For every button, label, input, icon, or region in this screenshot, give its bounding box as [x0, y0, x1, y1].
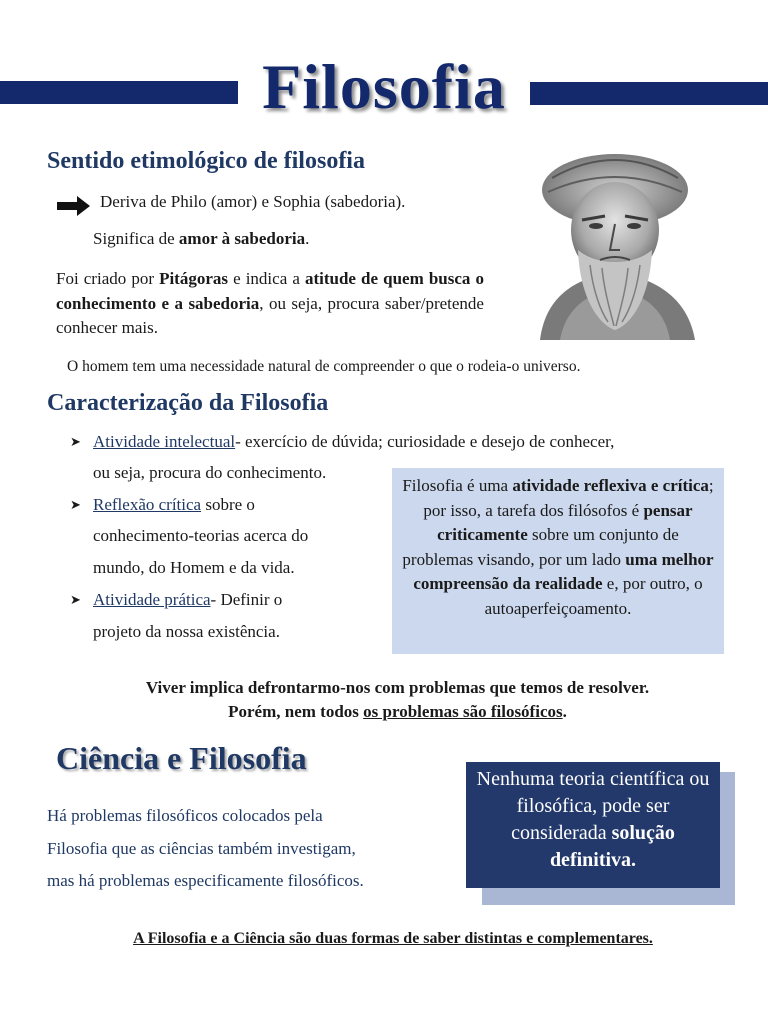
section-heading-etimologico: Sentido etimológico de filosofia [47, 148, 365, 174]
filosofia-definition-box: Filosofia é uma atividade reflexiva e crítica; por isso, a tarefa dos filósofos é pensar criticamente sobre um conjunto de problemas visando, por um lado uma melhor compreensão da realidade e, por outro, o autoaperfeiçoamento. [392, 468, 724, 654]
arrowhead-bullet-icon: ➤ [70, 435, 81, 450]
solucao-definitiva-box: Nenhuma teoria científica ou filosófica, pode ser considerada solução definitiva. [466, 762, 720, 888]
conclusion-statement: A Filosofia e a Ciência são duas formas de saber distintas e complementares. [133, 930, 653, 947]
section-heading-caracterizacao: Caracterização da Filosofia [47, 390, 329, 416]
bullet-atividade-pratica: Atividade prática- Definir o [93, 590, 283, 609]
section-heading-ciencia: Ciência e Filosofia [56, 740, 307, 776]
pitagoras-paragraph: Foi criado por Pitágoras e indica a atitude de quem busca o conhecimento e a sabedoria, ou seja, procura saber/pretende conhecer mais. [56, 269, 484, 337]
page-title: Filosofia [262, 51, 506, 122]
bullet-pratica-line2: projeto da nossa existência. [93, 622, 280, 641]
significa-text: Significa de amor à sabedoria. [93, 229, 310, 248]
deriva-text: Deriva de Philo (amor) e Sophia (sabedoria). [100, 192, 406, 211]
bullet-atividade-intelectual-cont: ou seja, procura do conhecimento. [93, 463, 327, 482]
bullet-reflexao-line2: conhecimento-teorias acerca do [93, 526, 309, 545]
bullet-atividade-intelectual: Atividade intelectual- exercício de dúvida; curiosidade e desejo de conhecer, [93, 432, 615, 451]
ciencia-paragraph: Há problemas filosóficos colocados pela Filosofia que as ciências também investigam, mas há problemas especificamente filosóficos. [47, 806, 364, 890]
arrowhead-bullet-icon: ➤ [70, 498, 81, 513]
bullet-reflexao-critica: Reflexão crítica sobre o [93, 495, 255, 514]
arrowhead-bullet-icon: ➤ [70, 593, 81, 608]
pythagoras-bust-image [530, 150, 700, 340]
atividade-intelectual-link[interactable]: Atividade intelectual [93, 432, 236, 451]
right-arrow-icon [57, 195, 91, 217]
atividade-pratica-link[interactable]: Atividade prática [93, 590, 211, 609]
bullet-reflexao-line3: mundo, do Homem e da vida. [93, 558, 295, 577]
reflexao-critica-link[interactable]: Reflexão crítica [93, 495, 202, 514]
viver-statement: Viver implica defrontarmo-nos com problemas que temos de resolver. Porém, nem todos os problemas são filosóficos. [145, 678, 650, 721]
homem-text: O homem tem uma necessidade natural de compreender o que o rodeia-o universo. [67, 358, 581, 375]
